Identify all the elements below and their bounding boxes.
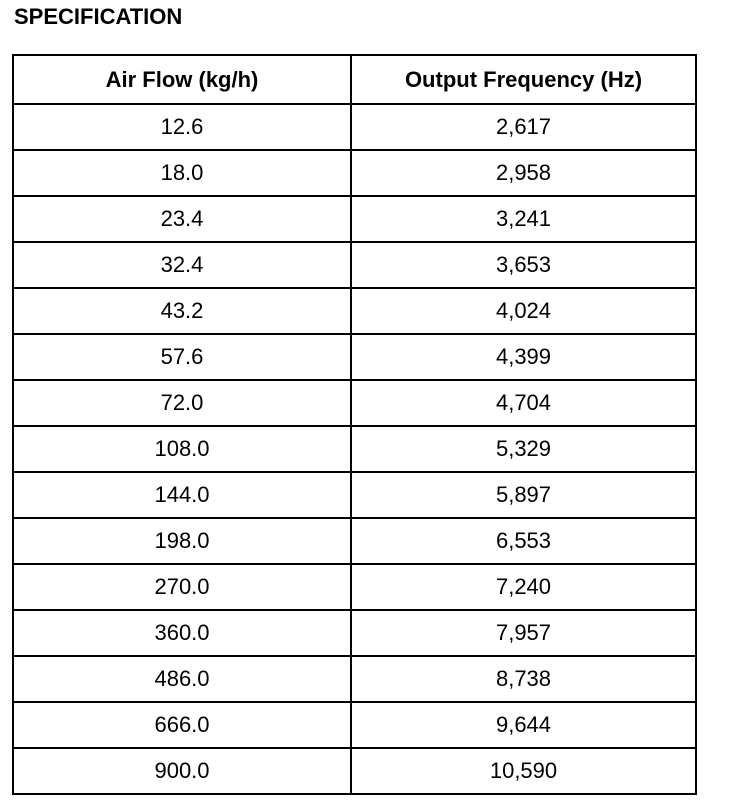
output-frequency-cell: 3,241 [351, 196, 696, 242]
table-row [13, 564, 696, 610]
table-header-row [13, 55, 696, 104]
air-flow-cell: 72.0 [13, 380, 351, 426]
table-row [13, 702, 696, 748]
air-flow-cell: 23.4 [13, 196, 351, 242]
air-flow-cell: 198.0 [13, 518, 351, 564]
air-flow-cell: 144.0 [13, 472, 351, 518]
table-row [13, 656, 696, 702]
air-flow-cell: 666.0 [13, 702, 351, 748]
page-title: SPECIFICATION [14, 4, 183, 29]
output-frequency-cell: 2,617 [351, 104, 696, 150]
air-flow-cell: 43.2 [13, 288, 351, 334]
table-row [13, 288, 696, 334]
table-row [13, 518, 696, 564]
air-flow-cell: 900.0 [13, 748, 351, 794]
output-frequency-cell: 4,399 [351, 334, 696, 380]
output-frequency-cell: 8,738 [351, 656, 696, 702]
table-row [13, 610, 696, 656]
output-frequency-cell: 4,704 [351, 380, 696, 426]
column-header-output-frequency: Output Frequency (Hz) [351, 55, 696, 104]
table-row [13, 196, 696, 242]
air-flow-cell: 32.4 [13, 242, 351, 288]
output-frequency-cell: 3,653 [351, 242, 696, 288]
output-frequency-cell: 5,897 [351, 472, 696, 518]
output-frequency-cell: 4,024 [351, 288, 696, 334]
table-row [13, 150, 696, 196]
air-flow-cell: 57.6 [13, 334, 351, 380]
table-row [13, 104, 696, 150]
table-row [13, 748, 696, 794]
output-frequency-cell: 5,329 [351, 426, 696, 472]
output-frequency-cell: 9,644 [351, 702, 696, 748]
air-flow-cell: 270.0 [13, 564, 351, 610]
column-header-air-flow: Air Flow (kg/h) [13, 55, 351, 104]
specification-table [12, 54, 697, 795]
table-row [13, 380, 696, 426]
air-flow-cell: 18.0 [13, 150, 351, 196]
table-row [13, 242, 696, 288]
output-frequency-cell: 6,553 [351, 518, 696, 564]
output-frequency-cell: 7,240 [351, 564, 696, 610]
air-flow-cell: 108.0 [13, 426, 351, 472]
table-row [13, 472, 696, 518]
output-frequency-cell: 7,957 [351, 610, 696, 656]
table-row [13, 426, 696, 472]
output-frequency-cell: 2,958 [351, 150, 696, 196]
air-flow-cell: 360.0 [13, 610, 351, 656]
air-flow-cell: 486.0 [13, 656, 351, 702]
output-frequency-cell: 10,590 [351, 748, 696, 794]
air-flow-cell: 12.6 [13, 104, 351, 150]
table-row [13, 334, 696, 380]
